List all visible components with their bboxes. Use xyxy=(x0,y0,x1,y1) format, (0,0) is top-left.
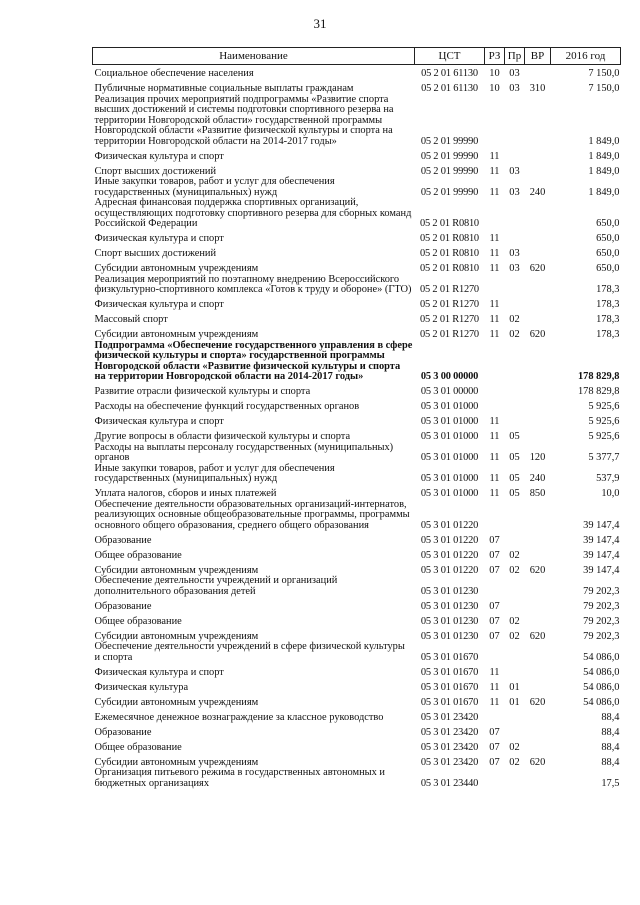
cell-vr xyxy=(525,413,551,428)
cell-pr xyxy=(505,663,525,678)
cell-name: Физическая культура и спорт xyxy=(94,233,224,244)
cell-sum: 39 147,4 xyxy=(583,549,620,561)
cell-rz xyxy=(485,198,505,230)
cell-rz: 11 xyxy=(489,248,500,259)
cell-vr xyxy=(525,428,551,443)
table-row xyxy=(93,413,621,428)
cell-pr xyxy=(505,576,525,597)
table-row xyxy=(93,708,621,723)
cell-sum: 54 086,0 xyxy=(583,696,620,708)
table-row xyxy=(93,341,621,383)
cell-sum: 178,3 xyxy=(596,329,620,340)
table-row xyxy=(93,428,621,443)
cell-vr xyxy=(525,768,551,789)
cell-sum: 79 202,3 xyxy=(583,615,620,627)
cell-cst: 05 3 01 01000 xyxy=(420,401,479,412)
cell-sum: 88,4 xyxy=(601,756,620,768)
cell-rz: 07 xyxy=(489,564,500,576)
table-body xyxy=(93,65,621,790)
cell-cst: 05 3 01 23420 xyxy=(420,741,479,753)
table-row xyxy=(93,753,621,768)
cell-name: Спорт высших достижений xyxy=(94,165,217,177)
cell-cst: 05 3 01 01000 xyxy=(420,431,479,442)
cell-name: Другие вопросы в области физической культуры и спорта xyxy=(94,431,351,442)
cell-sum: 1 849,0 xyxy=(588,186,620,198)
cell-sum: 5 377,7 xyxy=(588,452,620,463)
cell-cst: 05 2 01 61130 xyxy=(421,68,478,79)
cell-pr: 02 xyxy=(509,756,520,768)
cell-pr: 05 xyxy=(509,431,520,442)
cell-rz: 07 xyxy=(489,534,500,546)
cell-vr: 620 xyxy=(529,630,546,642)
table-row xyxy=(93,275,621,296)
cell-vr xyxy=(525,500,551,532)
table-row xyxy=(93,663,621,678)
cell-cst: 05 3 01 01670 xyxy=(420,666,479,678)
cell-pr: 05 xyxy=(509,452,520,463)
cell-pr xyxy=(505,147,525,162)
cell-rz: 11 xyxy=(489,263,500,274)
table-row xyxy=(93,546,621,561)
cell-vr xyxy=(525,398,551,413)
cell-pr xyxy=(505,398,525,413)
cell-cst: 05 3 01 01230 xyxy=(420,615,479,627)
cell-name: Ежемесячное денежное вознаграждение за классное руководство xyxy=(94,711,384,723)
cell-cst: 05 3 01 23420 xyxy=(420,726,479,738)
cell-name: Физическая культура и спорт xyxy=(94,666,224,678)
cell-rz: 11 xyxy=(489,314,500,325)
table-row xyxy=(93,177,621,198)
cell-vr xyxy=(525,198,551,230)
table-row xyxy=(93,443,621,464)
cell-vr xyxy=(525,147,551,162)
cell-pr xyxy=(505,531,525,546)
cell-sum: 650,0 xyxy=(596,248,620,259)
cell-vr xyxy=(525,531,551,546)
cell-pr xyxy=(505,296,525,311)
cell-vr: 620 xyxy=(529,263,546,274)
cell-name: Обеспечение деятельности учреждений и организаций дополнительного образования детей xyxy=(94,575,338,597)
cell-pr: 05 xyxy=(509,473,520,484)
cell-pr xyxy=(505,768,525,789)
cell-sum: 1 849,0 xyxy=(588,135,620,147)
cell-cst: 05 3 01 01000 xyxy=(420,488,479,499)
cell-name: Публичные нормативные социальные выплаты гражданам xyxy=(94,83,354,94)
table-row xyxy=(93,245,621,260)
table-row xyxy=(93,561,621,576)
cell-vr xyxy=(525,311,551,326)
table-row xyxy=(93,576,621,597)
cell-vr xyxy=(525,275,551,296)
cell-name: Физическая культура и спорт xyxy=(94,150,224,162)
header-sum: 2016 год xyxy=(551,48,621,65)
cell-pr: 02 xyxy=(509,549,520,561)
cell-cst: 05 3 01 01220 xyxy=(420,534,479,546)
cell-name: Расходы на обеспечение функций государственных органов xyxy=(94,401,360,412)
cell-vr: 310 xyxy=(529,83,546,94)
cell-pr: 02 xyxy=(509,741,520,753)
cell-vr xyxy=(525,597,551,612)
cell-sum: 5 925,6 xyxy=(588,401,620,412)
cell-name: Образование xyxy=(94,534,152,546)
cell-sum: 178,3 xyxy=(596,314,620,325)
cell-cst: 05 3 01 01230 xyxy=(420,585,479,597)
cell-cst: 05 2 01 R1270 xyxy=(420,284,479,295)
cell-vr xyxy=(525,663,551,678)
page-number: 31 xyxy=(313,16,327,31)
cell-vr xyxy=(525,678,551,693)
cell-pr: 03 xyxy=(509,68,520,79)
cell-sum: 54 086,0 xyxy=(583,666,620,678)
cell-name: Субсидии автономным учреждениям xyxy=(94,696,259,708)
cell-sum: 39 147,4 xyxy=(583,534,620,546)
cell-pr xyxy=(505,198,525,230)
cell-rz: 11 xyxy=(489,666,500,678)
cell-name: Физическая культура xyxy=(94,681,189,693)
cell-vr: 620 xyxy=(529,329,546,340)
cell-sum: 54 086,0 xyxy=(583,681,620,693)
cell-vr xyxy=(525,546,551,561)
cell-pr xyxy=(505,383,525,398)
cell-pr xyxy=(505,341,525,383)
cell-cst: 05 3 01 00000 xyxy=(420,386,479,397)
cell-vr xyxy=(525,296,551,311)
table-row xyxy=(93,311,621,326)
table-row xyxy=(93,464,621,485)
cell-vr xyxy=(525,245,551,260)
cell-cst: 05 2 01 99990 xyxy=(420,135,479,147)
cell-vr xyxy=(525,738,551,753)
cell-rz: 07 xyxy=(489,600,500,612)
cell-vr: 850 xyxy=(529,488,546,499)
cell-cst: 05 2 01 R0810 xyxy=(420,263,479,274)
cell-rz: 11 xyxy=(489,165,500,177)
cell-rz: 11 xyxy=(489,416,500,427)
table-row xyxy=(93,230,621,245)
cell-pr: 03 xyxy=(509,248,520,259)
cell-cst: 05 3 01 01670 xyxy=(420,651,479,663)
cell-sum: 178 829,8 xyxy=(577,386,620,397)
cell-name: Иные закупки товаров, работ и услуг для обеспечения государственных (муниципальных) нужд xyxy=(94,462,335,484)
cell-rz: 11 xyxy=(489,299,500,310)
cell-sum: 88,4 xyxy=(601,711,620,723)
table-row xyxy=(93,693,621,708)
table-row xyxy=(93,678,621,693)
cell-sum: 79 202,3 xyxy=(583,585,620,597)
cell-cst: 05 3 01 23420 xyxy=(420,756,479,768)
cell-name: Массовый спорт xyxy=(94,314,168,325)
cell-cst: 05 3 01 01220 xyxy=(420,519,479,531)
cell-cst: 05 3 01 23440 xyxy=(420,777,479,789)
cell-pr xyxy=(505,642,525,663)
cell-sum: 88,4 xyxy=(601,741,620,753)
cell-name: Развитие отрасли физической культуры и спорта xyxy=(94,386,311,397)
cell-cst: 05 2 01 R1270 xyxy=(420,314,479,325)
cell-vr xyxy=(525,341,551,383)
cell-pr: 03 xyxy=(509,165,520,177)
table-row xyxy=(93,500,621,532)
cell-sum: 178 829,8 xyxy=(577,371,620,382)
table-row xyxy=(93,95,621,148)
table-row xyxy=(93,326,621,341)
cell-rz: 11 xyxy=(489,681,500,693)
cell-rz xyxy=(485,341,505,383)
cell-cst: 05 3 01 01000 xyxy=(420,473,479,484)
cell-cst: 05 3 01 01220 xyxy=(420,564,479,576)
cell-name: Субсидии автономным учреждениям xyxy=(94,564,259,576)
cell-sum: 7 150,0 xyxy=(588,68,620,79)
cell-sum: 650,0 xyxy=(596,218,620,229)
cell-rz xyxy=(485,576,505,597)
cell-pr xyxy=(505,413,525,428)
cell-pr xyxy=(505,597,525,612)
cell-vr: 240 xyxy=(529,186,546,198)
cell-pr: 03 xyxy=(509,263,520,274)
cell-name: Реализация мероприятий по поэтапному внедрению Всероссийского физкультурно-спортивного комплекса «Готов к труду и обороне» (ГТО) xyxy=(94,273,412,295)
table-row xyxy=(93,485,621,500)
table-row xyxy=(93,198,621,230)
cell-rz xyxy=(485,95,505,148)
cell-rz: 11 xyxy=(489,186,500,198)
cell-sum: 10,0 xyxy=(601,488,620,499)
cell-vr: 620 xyxy=(529,756,546,768)
cell-name: Физическая культура и спорт xyxy=(94,416,224,427)
cell-pr: 01 xyxy=(509,696,520,708)
cell-rz xyxy=(485,275,505,296)
cell-name: Расходы на выплаты персоналу государственных (муниципальных) органов xyxy=(94,441,394,463)
cell-sum: 88,4 xyxy=(601,726,620,738)
cell-vr xyxy=(525,95,551,148)
table-row xyxy=(93,80,621,95)
cell-cst: 05 2 01 99990 xyxy=(420,150,479,162)
header-vr: ВР xyxy=(525,48,551,65)
cell-cst: 05 2 01 R0810 xyxy=(420,218,479,229)
table-row xyxy=(93,147,621,162)
cell-sum: 17,5 xyxy=(601,777,620,789)
cell-rz: 11 xyxy=(489,473,500,484)
cell-rz xyxy=(485,642,505,663)
cell-cst: 05 3 01 01230 xyxy=(420,600,479,612)
cell-rz: 11 xyxy=(489,488,500,499)
cell-sum: 7 150,0 xyxy=(588,83,620,94)
cell-sum: 537,9 xyxy=(596,473,620,484)
cell-pr xyxy=(505,230,525,245)
cell-name: Общее образование xyxy=(94,741,182,753)
cell-rz: 10 xyxy=(489,68,500,79)
cell-vr: 240 xyxy=(529,473,546,484)
cell-name: Подпрограмма «Обеспечение государственного управления в сфере физической культуры и спорта» государственной программы Новгородской области «Развитие физической культуры и спорта на территории Новгородской области на 2014-2017 годы» xyxy=(94,339,413,382)
cell-vr xyxy=(525,708,551,723)
cell-sum: 79 202,3 xyxy=(583,630,620,642)
cell-vr xyxy=(525,65,551,80)
cell-cst: 05 3 01 01000 xyxy=(420,452,479,463)
cell-sum: 178,3 xyxy=(596,284,620,295)
cell-cst: 05 3 01 23420 xyxy=(420,711,479,723)
cell-sum: 39 147,4 xyxy=(583,519,620,531)
cell-rz: 07 xyxy=(489,741,500,753)
cell-rz: 10 xyxy=(489,83,500,94)
cell-pr: 01 xyxy=(509,681,520,693)
cell-pr xyxy=(505,723,525,738)
table-row xyxy=(93,531,621,546)
cell-rz: 07 xyxy=(489,549,500,561)
cell-rz: 11 xyxy=(489,150,500,162)
cell-cst: 05 3 00 00000 xyxy=(420,371,479,382)
cell-name: Субсидии автономным учреждениям xyxy=(94,329,259,340)
table-row xyxy=(93,612,621,627)
cell-name: Социальное обеспечение населения xyxy=(94,68,254,79)
cell-vr xyxy=(525,383,551,398)
table-row xyxy=(93,597,621,612)
cell-rz: 11 xyxy=(489,696,500,708)
cell-sum: 5 925,6 xyxy=(588,416,620,427)
header-pr: Пр xyxy=(505,48,525,65)
cell-vr: 620 xyxy=(529,696,546,708)
table-row xyxy=(93,723,621,738)
cell-pr: 02 xyxy=(509,564,520,576)
cell-sum: 54 086,0 xyxy=(583,651,620,663)
cell-cst: 05 3 01 01220 xyxy=(420,549,479,561)
cell-cst: 05 2 01 R1270 xyxy=(420,329,479,340)
cell-rz: 07 xyxy=(489,756,500,768)
cell-rz: 11 xyxy=(489,431,500,442)
cell-pr xyxy=(505,708,525,723)
cell-rz: 11 xyxy=(489,233,500,244)
cell-vr xyxy=(525,612,551,627)
cell-name: Организация питьевого режима в государственных автономных и бюджетных организациях xyxy=(94,767,385,789)
header-name: Наименование xyxy=(93,48,415,65)
table-row xyxy=(93,65,621,80)
cell-rz: 07 xyxy=(489,615,500,627)
cell-vr xyxy=(525,642,551,663)
cell-vr: 620 xyxy=(529,564,546,576)
cell-name: Субсидии автономным учреждениям xyxy=(94,630,259,642)
cell-sum: 650,0 xyxy=(596,233,620,244)
cell-cst: 05 3 01 01000 xyxy=(420,416,479,427)
cell-pr: 03 xyxy=(509,186,520,198)
cell-name: Субсидии автономным учреждениям xyxy=(94,263,259,274)
cell-rz: 07 xyxy=(489,630,500,642)
cell-pr xyxy=(505,500,525,532)
cell-vr xyxy=(525,576,551,597)
cell-sum: 5 925,6 xyxy=(588,431,620,442)
cell-cst: 05 2 01 99990 xyxy=(420,165,479,177)
cell-sum: 1 849,0 xyxy=(588,165,620,177)
cell-vr xyxy=(525,162,551,177)
table-row xyxy=(93,383,621,398)
cell-name: Субсидии автономным учреждениям xyxy=(94,756,259,768)
cell-vr xyxy=(525,723,551,738)
cell-rz: 07 xyxy=(489,726,500,738)
cell-rz: 11 xyxy=(489,329,500,340)
cell-pr: 02 xyxy=(509,630,520,642)
cell-pr: 02 xyxy=(509,314,520,325)
cell-cst: 05 3 01 01670 xyxy=(420,681,479,693)
cell-cst: 05 2 01 99990 xyxy=(420,186,479,198)
table-row xyxy=(93,162,621,177)
cell-name: Реализация прочих мероприятий подпрограммы «Развитие спорта высших достижений и системы подготовки спортивного резерва на территории Новгородской области» государственной программы Новгородской области «Развитие физической культуры и спорта на территории Новгородской области на 2014-2017 годы» xyxy=(94,93,394,147)
header-rz: РЗ xyxy=(485,48,505,65)
cell-pr: 02 xyxy=(509,615,520,627)
cell-rz xyxy=(485,383,505,398)
table-row xyxy=(93,296,621,311)
cell-name: Обеспечение деятельности учреждений в сфере физической культуры и спорта xyxy=(94,641,405,663)
cell-sum: 178,3 xyxy=(596,299,620,310)
cell-name: Образование xyxy=(94,726,152,738)
cell-name: Обеспечение деятельности образовательных организаций-интернатов, реализующих основные общеобразовательные программы, программы основного общего образования, среднего общего образования xyxy=(94,498,410,531)
cell-sum: 39 147,4 xyxy=(583,564,620,576)
cell-name: Общее образование xyxy=(94,615,182,627)
table-row xyxy=(93,627,621,642)
cell-pr: 03 xyxy=(509,83,520,94)
cell-cst: 05 2 01 R1270 xyxy=(420,299,479,310)
table-row xyxy=(93,398,621,413)
cell-name: Физическая культура и спорт xyxy=(94,299,224,310)
cell-sum: 650,0 xyxy=(596,263,620,274)
cell-name: Образование xyxy=(94,600,152,612)
cell-rz xyxy=(485,500,505,532)
cell-name: Общее образование xyxy=(94,549,182,561)
cell-cst: 05 3 01 01230 xyxy=(420,630,479,642)
cell-rz xyxy=(485,768,505,789)
header-cst: ЦСТ xyxy=(415,48,485,65)
cell-cst: 05 2 01 R0810 xyxy=(420,248,479,259)
table-row xyxy=(93,738,621,753)
table-row xyxy=(93,642,621,663)
table-row xyxy=(93,768,621,789)
table-header-row xyxy=(93,48,621,65)
cell-pr xyxy=(505,275,525,296)
cell-sum: 1 849,0 xyxy=(588,150,620,162)
cell-rz xyxy=(485,398,505,413)
table-row xyxy=(93,260,621,275)
cell-pr xyxy=(505,95,525,148)
cell-cst: 05 2 01 R0810 xyxy=(420,233,479,244)
cell-vr xyxy=(525,230,551,245)
cell-cst: 05 3 01 01670 xyxy=(420,696,479,708)
cell-name: Адресная финансовая поддержка спортивных организаций, осуществляющих подготовку спортивного резерва для сборных команд Российской Федерации xyxy=(94,197,412,229)
cell-cst: 05 2 01 61130 xyxy=(421,83,478,94)
cell-pr: 05 xyxy=(509,488,520,499)
cell-vr: 120 xyxy=(529,452,546,463)
cell-rz xyxy=(485,708,505,723)
cell-pr: 02 xyxy=(509,329,520,340)
cell-rz: 11 xyxy=(489,452,500,463)
cell-name: Иные закупки товаров, работ и услуг для обеспечения государственных (муниципальных) нужд xyxy=(94,176,335,198)
cell-sum: 79 202,3 xyxy=(583,600,620,612)
budget-table xyxy=(92,47,621,789)
cell-name: Уплата налогов, сборов и иных платежей xyxy=(94,488,277,499)
cell-name: Спорт высших достижений xyxy=(94,248,217,259)
